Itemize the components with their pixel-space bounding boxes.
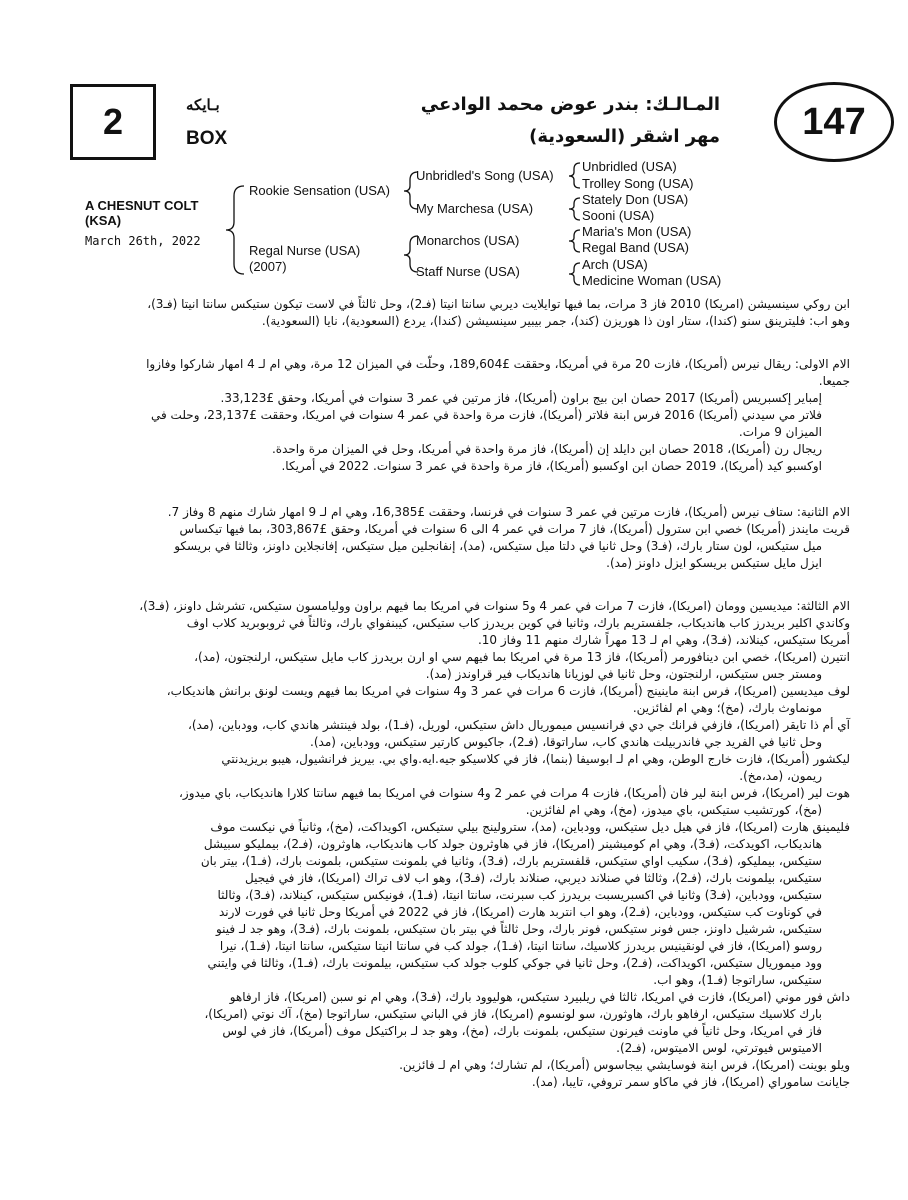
text-line: ويلو بوينت (امريكا)، فرس ابنة فوسايشي بيجاسوس (أمريكا)، لم تشارك؛ وهي ام لـ فائزين.	[399, 1058, 850, 1072]
pedigree-sire: Rookie Sensation (USA)	[249, 183, 390, 198]
text-line: اوكسبو كيد (أمريكا)، 2019 حصان ابن اوكسبو (أمريكا)، فاز مرة واحدة في عمر 3 سنوات. 2022 في أمريكا.	[281, 459, 822, 473]
text-line: هانديكاب، اكويدكت، (فـ3)، وهي ام كوميشينر (امريكا)، فاز في هاوثرون جولد كاب هانديكاب، هاوثرون، (فـ2)، بيمليكو سبيشل	[203, 837, 822, 851]
second-dam-section	[60, 504, 850, 572]
pedigree-gen2-item: My Marchesa (USA)	[416, 201, 534, 216]
pedigree-gen3-item: Arch (USA)	[582, 257, 648, 272]
owner-line: المـالـك: بندر عوض محمد الوادعي	[420, 94, 720, 115]
pedigree-dam-year: (2007)	[249, 259, 287, 274]
pedigree-gen3-item: Trolley Song (USA)	[582, 176, 694, 191]
text-line: انتيرن (امريكا)، خصي ابن دينافورمر (أمريكا)، فاز 13 مرة في امريكا بما فيهم سي او ارن بريدرز كاب مايل ستيكس، ارلنجتون، (مد)،	[194, 650, 850, 664]
text-line: فليمينق هارت (امريكا)، فاز في هيل ديل ستيكس، وودباين، (مد)، سترولينج بيلي ستيكس، اكويداكت، (مخ)، وثانياً في نيكست موف	[210, 820, 850, 834]
text-line: ابن روكي سينسيشن (امريكا) 2010 فاز 3 مرات، بما فيها توايلايت ديربي سانتا انيتا (فـ2)، وحل ثالثاً في لاست تيكون ستيكس سانتا انيتا (فـ3)،	[147, 297, 850, 311]
pedigree-gen2-item: Unbridled's Song (USA)	[416, 168, 554, 183]
text-line: مونماوث بارك، (مخ)؛ وهي ام لفائزين.	[632, 701, 822, 715]
text-line: وكاندي اكلير بريدرز كاب هانديكاب، جلفستريم بارك، وثانيا في كوين بريدرز كاب ستيكس، كيبنفواي بارك، وثالثاً في ثروبوبريد كلاب اوف	[186, 616, 850, 630]
box-number: 2	[70, 84, 156, 160]
first-dam-section	[60, 356, 850, 475]
pedigree-gen3-item: Sooni (USA)	[582, 208, 655, 223]
horse-name-line2: (KSA)	[85, 213, 122, 228]
text-line: جميعا.	[818, 374, 850, 388]
text-line: الميزان 9 مرات.	[738, 425, 822, 439]
text-line: ريجال رن (أمريكا)، 2018 حصان ابن دايلد إن (أمريكا)، فاز مرة واحدة في أمريكا، وحل في الميزان مرة واحدة.	[271, 442, 822, 456]
text-line: (مخ)، كورتشيب ستيكس، باي ميدوز، (مخ)، وهي ام لفائزين.	[525, 803, 822, 817]
text-line: إمباير إكسبريس (أمريكا) 2017 حصان ابن بيج براون (أمريكا)، فاز مرتين في عمر 3 سنوات في أمريكا، وحقق £33,123.	[220, 391, 822, 405]
text-line: ريمون، (مد،مخ).	[739, 769, 822, 783]
text-line: ستيكس، شرشيل داونز، جس فونر ستيكس، فونر بارك، وحل ثالثاً في بيتر بان ستيكس، بلمونت بارك، (فـ3)، وهو جد لـ فينو	[215, 922, 822, 936]
pedigree-gen3-item: Unbridled (USA)	[582, 159, 677, 174]
text-line: أمريكا ستيكس، كينلاند، (فـ3)، وهي ام لـ 13 مهراً شارك منهم 11 وفاز 10.	[477, 633, 850, 647]
text-line: الام الثالثة: ميديسين وومان (امريكا)، فازت 7 مرات في عمر 4 و5 سنوات في امريكا بما فيهم براون ووليامسون ستيكس، تشرشل داونز، (فـ3)،	[139, 599, 850, 613]
pedigree-gen3-item: Maria's Mon (USA)	[582, 224, 692, 239]
lot-number: 147	[774, 82, 894, 162]
text-line: في كوناوت كب ستيكس، وودباين، (فـ2)، وهو اب انتربد هارت (امريكا)، فاز في 2022 في أمريكا وحل ثانيا في فورت لارند	[218, 905, 822, 919]
third-dam-section	[60, 598, 850, 1091]
text-line: داش فور موني (امريكا)، فازت في امريكا، ثالثا في ريلبيرد ستيكس، هوليوود بارك، (فـ3)، وهي ام نو سبن (امريكا)، فاز ارفاهو	[229, 990, 850, 1004]
pedigree-gen2-item: Monarchos (USA)	[416, 233, 520, 248]
box-label-en: BOX	[186, 128, 228, 149]
box-label-ar: بـايكه	[186, 97, 220, 114]
horse-name-line1: A CHESNUT COLT	[85, 198, 199, 213]
text-line: فاز في امريكا، وحل ثانياً في ماونت فيرنون ستيكس، بلمونت بارك، (مخ)، وهو جد لـ براكتيكل موف (أمريكا)، فاز في لوس	[222, 1024, 822, 1038]
text-line: فلاتر مي سيدني (أمريكا) 2016 فرس ابنة فلاتر (أمريكا)، فازت مرة واحدة في عمر 4 سنوات في امريكا، وحققت £23,137، وحلت في	[151, 408, 822, 422]
foaling-date: March 26th, 2022	[85, 234, 201, 248]
pedigree-dam: Regal Nurse (USA)	[249, 243, 361, 258]
text-line: بارك كلاسيك ستيكس، ارفاهو بارك، هاوثورن، سو لونسوم (امريكا)، فاز في الباني ستيكس، ساراتوجا (مخ)، آك نوتي (امريكا)،	[204, 1007, 822, 1021]
text-line: جايانت ساموراي (امريكا)، فاز في ماكاو سمر تروفي، تايبا، (مد).	[531, 1075, 850, 1089]
pedigree-gen3-item: Medicine Woman (USA)	[582, 273, 722, 288]
pedigree-gen3-item: Regal Band (USA)	[582, 240, 689, 255]
text-line: وحل ثانيا في الفريد جي فاندربيلت هاندي كاب، ساراتوقا، (فـ2)، جاكيوس كارتير ستيكس، وودباين، (مد).	[310, 735, 822, 749]
pedigree-brackets	[0, 0, 908, 300]
text-line: ستيكس، بيلمونت بارك، (فـ2)، وثالثا في صنلاند ديربي، صنلاند بارك، (فـ3)، وهو اب لاف تراك (امريكا)، فاز في فيجيل	[245, 871, 822, 885]
text-line: الاميتوس فيوترتي، لوس الاميتوس، (فـ2).	[616, 1041, 822, 1055]
sire-paragraph	[60, 296, 850, 330]
pedigree-gen2-item: Staff Nurse (USA)	[416, 264, 520, 279]
text-line: هوت لير (امريكا)، فرس ابنة لير فان (أمريكا)، فازت 4 مرات في عمر 2 و4 سنوات في امريكا بما فيهم سانتا كلارا هانديكاب، باي ميدوز،	[179, 786, 850, 800]
text-line: ليكشور (أمريكا)، فازت خارج الوطن، وهي ام لـ ابوسيفا (بنما)، فاز في كلاسيكو جيه.ايه.واي بي. بيريز فرانشيول، هيبو بريزيدنتي	[221, 752, 850, 766]
text-line: الام الاولى: ريقال نيرس (أمريكا)، فازت 20 مرة في أمريكا، وحققت £189,604، وحلّت في الميزان 12 مرة، وهي ام لـ 4 امهار شاركوا وفازوا	[146, 357, 850, 371]
text-line: ايزل مايل ستيكس بريسكو ايزل داونز (مد).	[606, 556, 822, 570]
text-line: روسو (امريكا)، فاز في لونقينيس بريدرز كلاسيك، سانتا انيتا، (فـ1)، جولد كب في سانتا انيتا ستيكس، سانتا انيتا، (فـ1)، نيرا	[219, 939, 822, 953]
horse-description-ar: مهر اشقر (السعودية)	[529, 126, 720, 147]
text-line: ستيكس، وودباين، (فـ3) وثانيا في اكسبريسبت بريدرز كب سبرنت، سانتا انيتا، (فـ1)، فونيكس ستيكس، كينلاند، (فـ3)، وثالثا	[217, 888, 822, 902]
text-line: الام الثانية: ستاف نيرس (أمريكا)، فازت مرتين في عمر 3 سنوات في فرنسا، وحققت £16,385، وهي ام لـ 9 امهار شارك منهم 8 وفاز 7.	[167, 505, 850, 519]
pedigree-gen3-item: Stately Don (USA)	[582, 192, 689, 207]
text-line: لوف ميديسين (امريكا)، فرس ابنة ماينينج (أمريكا)، فازت 6 مرات في عمر 3 و4 سنوات في امريكا بما فيهم ويست لونق برانش هانديكاب،	[166, 684, 850, 698]
text-line: ستيكس، ساراتوجا (فـ1)، وهو اب.	[653, 973, 822, 987]
text-line: ستيكس، بيمليكو، (فـ3)، سكيب اواي ستيكس، قلفستريم بارك، (فـ3)، وثانيا في بلمونت ستيكس، بلمونت بارك، (فـ1)، بيتر بان	[200, 854, 822, 868]
text-line: قريت مايندز (أمريكا) خصي ابن سترول (أمريكا)، فاز 7 مرات في عمر 4 الى 6 سنوات في أمريكا، وحقق £303,867، بما فيها تيكساس	[179, 522, 850, 536]
text-line: وهو اب: فليترينق سنو (كندا)، ستار اون ذا هوريزن (كند)، جمر بيبير سينسيشن (كندا)، يردع (السعودية)، نايا (السعودية).	[261, 314, 850, 328]
text-line: وود ميموريال ستيكس، اكويداكت، (فـ2)، وحل ثانيا في جوكي كلوب جولد كب ستيكس، بيلمونت بارك، (فـ1)، وثالثا في وايتني	[207, 956, 822, 970]
text-line: ومستر جس ستيكس، ارلنجتون، وحل ثانيا في لوزيانا هانديكاب فير قراوندز (مد).	[425, 667, 822, 681]
text-line: آي أم ذا تايقر (امريكا)، فازفي فرانك جي دي فرانسيس ميموريال داش ستيكس، لوريل، (فـ1)، بولد فينتشر هاندي كاب، وودباين، (مد)،	[187, 718, 850, 732]
text-line: ميل ستيكس، لون ستار بارك، (فـ3) وحل ثانيا في دلتا ميل ستيكس، (مد)، إنفانجلين ميل ستيكس، إفانجلاين داونز، وثالثا في بريسكو	[174, 539, 822, 553]
